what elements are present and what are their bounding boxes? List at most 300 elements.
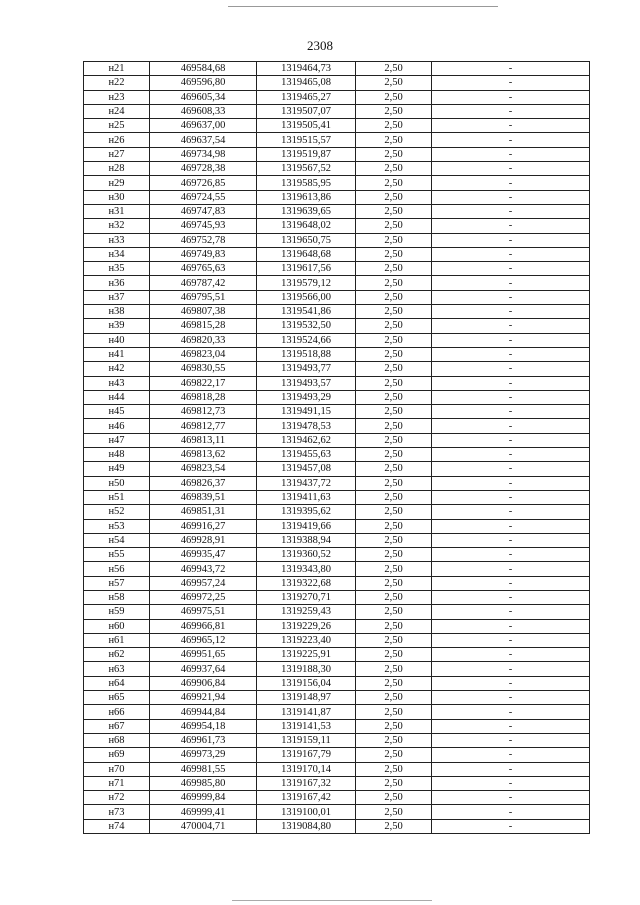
table-row <box>84 562 590 576</box>
x-coordinate-cell: 469747,83 <box>150 204 257 218</box>
point-id-cell: н25 <box>84 119 150 133</box>
x-coordinate-cell: 469928,91 <box>150 533 257 547</box>
point-id-cell: н45 <box>84 405 150 419</box>
x-coordinate-cell: 469734,98 <box>150 147 257 161</box>
description-cell: - <box>432 490 590 504</box>
description-cell: - <box>432 319 590 333</box>
table-row <box>84 819 590 833</box>
coordinates-table <box>83 61 590 834</box>
x-coordinate-cell: 469787,42 <box>150 276 257 290</box>
x-coordinate-cell: 469906,84 <box>150 676 257 690</box>
y-coordinate-cell: 1319322,68 <box>257 576 356 590</box>
description-cell: - <box>432 819 590 833</box>
description-cell: - <box>432 762 590 776</box>
point-id-cell: н21 <box>84 62 150 76</box>
y-coordinate-cell: 1319648,02 <box>257 219 356 233</box>
x-coordinate-cell: 469937,64 <box>150 662 257 676</box>
description-cell: - <box>432 419 590 433</box>
point-id-cell: н46 <box>84 419 150 433</box>
accuracy-cell: 2,50 <box>356 419 432 433</box>
point-id-cell: н29 <box>84 176 150 190</box>
point-id-cell: н63 <box>84 662 150 676</box>
point-id-cell: н49 <box>84 462 150 476</box>
table-row <box>84 376 590 390</box>
page-number: 2308 <box>307 38 333 53</box>
y-coordinate-cell: 1319464,73 <box>257 62 356 76</box>
x-coordinate-cell: 469975,51 <box>150 605 257 619</box>
description-cell: - <box>432 633 590 647</box>
description-cell: - <box>432 691 590 705</box>
table-row <box>84 162 590 176</box>
y-coordinate-cell: 1319148,97 <box>257 691 356 705</box>
accuracy-cell: 2,50 <box>356 605 432 619</box>
x-coordinate-cell: 469815,28 <box>150 319 257 333</box>
y-coordinate-cell: 1319465,27 <box>257 90 356 104</box>
point-id-cell: н22 <box>84 76 150 90</box>
y-coordinate-cell: 1319270,71 <box>257 590 356 604</box>
table-row <box>84 805 590 819</box>
accuracy-cell: 2,50 <box>356 748 432 762</box>
description-cell: - <box>432 448 590 462</box>
x-coordinate-cell: 469951,65 <box>150 648 257 662</box>
table-row <box>84 390 590 404</box>
description-cell: - <box>432 462 590 476</box>
y-coordinate-cell: 1319388,94 <box>257 533 356 547</box>
table-row <box>84 533 590 547</box>
table-row <box>84 448 590 462</box>
point-id-cell: н37 <box>84 290 150 304</box>
point-id-cell: н52 <box>84 505 150 519</box>
y-coordinate-cell: 1319229,26 <box>257 619 356 633</box>
description-cell: - <box>432 619 590 633</box>
y-coordinate-cell: 1319515,57 <box>257 133 356 147</box>
scan-bottom-rule <box>232 900 432 901</box>
accuracy-cell: 2,50 <box>356 62 432 76</box>
x-coordinate-cell: 469813,62 <box>150 448 257 462</box>
accuracy-cell: 2,50 <box>356 662 432 676</box>
accuracy-cell: 2,50 <box>356 262 432 276</box>
table-row <box>84 519 590 533</box>
table-row <box>84 505 590 519</box>
point-id-cell: н35 <box>84 262 150 276</box>
point-id-cell: н66 <box>84 705 150 719</box>
x-coordinate-cell: 469608,33 <box>150 104 257 118</box>
accuracy-cell: 2,50 <box>356 104 432 118</box>
description-cell: - <box>432 247 590 261</box>
x-coordinate-cell: 469795,51 <box>150 290 257 304</box>
accuracy-cell: 2,50 <box>356 362 432 376</box>
y-coordinate-cell: 1319585,95 <box>257 176 356 190</box>
x-coordinate-cell: 469935,47 <box>150 548 257 562</box>
x-coordinate-cell: 469724,55 <box>150 190 257 204</box>
point-id-cell: н56 <box>84 562 150 576</box>
accuracy-cell: 2,50 <box>356 76 432 90</box>
description-cell: - <box>432 719 590 733</box>
point-id-cell: н65 <box>84 691 150 705</box>
x-coordinate-cell: 469807,38 <box>150 305 257 319</box>
x-coordinate-cell: 469823,54 <box>150 462 257 476</box>
accuracy-cell: 2,50 <box>356 590 432 604</box>
y-coordinate-cell: 1319343,80 <box>257 562 356 576</box>
table-row <box>84 219 590 233</box>
accuracy-cell: 2,50 <box>356 691 432 705</box>
x-coordinate-cell: 469584,68 <box>150 62 257 76</box>
accuracy-cell: 2,50 <box>356 562 432 576</box>
y-coordinate-cell: 1319188,30 <box>257 662 356 676</box>
point-id-cell: н73 <box>84 805 150 819</box>
x-coordinate-cell: 469637,00 <box>150 119 257 133</box>
point-id-cell: н51 <box>84 490 150 504</box>
table-row <box>84 691 590 705</box>
table-row <box>84 119 590 133</box>
accuracy-cell: 2,50 <box>356 776 432 790</box>
point-id-cell: н27 <box>84 147 150 161</box>
accuracy-cell: 2,50 <box>356 162 432 176</box>
table-row <box>84 333 590 347</box>
y-coordinate-cell: 1319462,62 <box>257 433 356 447</box>
y-coordinate-cell: 1319648,68 <box>257 247 356 261</box>
table-row <box>84 605 590 619</box>
accuracy-cell: 2,50 <box>356 490 432 504</box>
accuracy-cell: 2,50 <box>356 676 432 690</box>
point-id-cell: н47 <box>84 433 150 447</box>
x-coordinate-cell: 469957,24 <box>150 576 257 590</box>
point-id-cell: н70 <box>84 762 150 776</box>
description-cell: - <box>432 676 590 690</box>
y-coordinate-cell: 1319167,79 <box>257 748 356 762</box>
description-cell: - <box>432 776 590 790</box>
table-row <box>84 305 590 319</box>
y-coordinate-cell: 1319493,77 <box>257 362 356 376</box>
x-coordinate-cell: 469596,80 <box>150 76 257 90</box>
y-coordinate-cell: 1319411,63 <box>257 490 356 504</box>
y-coordinate-cell: 1319617,56 <box>257 262 356 276</box>
description-cell: - <box>432 576 590 590</box>
point-id-cell: н74 <box>84 819 150 833</box>
accuracy-cell: 2,50 <box>356 305 432 319</box>
point-id-cell: н32 <box>84 219 150 233</box>
x-coordinate-cell: 469765,63 <box>150 262 257 276</box>
point-id-cell: н44 <box>84 390 150 404</box>
point-id-cell: н30 <box>84 190 150 204</box>
point-id-cell: н41 <box>84 347 150 361</box>
table-row <box>84 762 590 776</box>
x-coordinate-cell: 469985,80 <box>150 776 257 790</box>
description-cell: - <box>432 190 590 204</box>
description-cell: - <box>432 62 590 76</box>
accuracy-cell: 2,50 <box>356 533 432 547</box>
accuracy-cell: 2,50 <box>356 648 432 662</box>
y-coordinate-cell: 1319084,80 <box>257 819 356 833</box>
accuracy-cell: 2,50 <box>356 119 432 133</box>
table-row <box>84 748 590 762</box>
description-cell: - <box>432 90 590 104</box>
table-row <box>84 490 590 504</box>
x-coordinate-cell: 469826,37 <box>150 476 257 490</box>
y-coordinate-cell: 1319465,08 <box>257 76 356 90</box>
table-row <box>84 633 590 647</box>
description-cell: - <box>432 748 590 762</box>
description-cell: - <box>432 733 590 747</box>
y-coordinate-cell: 1319141,87 <box>257 705 356 719</box>
point-id-cell: н58 <box>84 590 150 604</box>
y-coordinate-cell: 1319505,41 <box>257 119 356 133</box>
table-row <box>84 405 590 419</box>
accuracy-cell: 2,50 <box>356 190 432 204</box>
table-row <box>84 233 590 247</box>
table-row <box>84 462 590 476</box>
description-cell: - <box>432 405 590 419</box>
accuracy-cell: 2,50 <box>356 733 432 747</box>
x-coordinate-cell: 469823,04 <box>150 347 257 361</box>
x-coordinate-cell: 469745,93 <box>150 219 257 233</box>
point-id-cell: н31 <box>84 204 150 218</box>
table-row <box>84 548 590 562</box>
y-coordinate-cell: 1319360,52 <box>257 548 356 562</box>
point-id-cell: н38 <box>84 305 150 319</box>
point-id-cell: н68 <box>84 733 150 747</box>
point-id-cell: н39 <box>84 319 150 333</box>
x-coordinate-cell: 469749,83 <box>150 247 257 261</box>
accuracy-cell: 2,50 <box>356 719 432 733</box>
x-coordinate-cell: 469851,31 <box>150 505 257 519</box>
table-row <box>84 76 590 90</box>
y-coordinate-cell: 1319650,75 <box>257 233 356 247</box>
point-id-cell: н53 <box>84 519 150 533</box>
accuracy-cell: 2,50 <box>356 90 432 104</box>
table-row <box>84 648 590 662</box>
table-row <box>84 576 590 590</box>
x-coordinate-cell: 469822,17 <box>150 376 257 390</box>
description-cell: - <box>432 791 590 805</box>
description-cell: - <box>432 533 590 547</box>
x-coordinate-cell: 469820,33 <box>150 333 257 347</box>
y-coordinate-cell: 1319223,40 <box>257 633 356 647</box>
y-coordinate-cell: 1319395,62 <box>257 505 356 519</box>
accuracy-cell: 2,50 <box>356 219 432 233</box>
x-coordinate-cell: 469813,11 <box>150 433 257 447</box>
table-row <box>84 290 590 304</box>
description-cell: - <box>432 648 590 662</box>
point-id-cell: н57 <box>84 576 150 590</box>
y-coordinate-cell: 1319532,50 <box>257 319 356 333</box>
description-cell: - <box>432 176 590 190</box>
table-row <box>84 176 590 190</box>
point-id-cell: н64 <box>84 676 150 690</box>
description-cell: - <box>432 662 590 676</box>
accuracy-cell: 2,50 <box>356 633 432 647</box>
x-coordinate-cell: 469839,51 <box>150 490 257 504</box>
point-id-cell: н36 <box>84 276 150 290</box>
y-coordinate-cell: 1319225,91 <box>257 648 356 662</box>
description-cell: - <box>432 276 590 290</box>
x-coordinate-cell: 469726,85 <box>150 176 257 190</box>
accuracy-cell: 2,50 <box>356 433 432 447</box>
accuracy-cell: 2,50 <box>356 762 432 776</box>
accuracy-cell: 2,50 <box>356 576 432 590</box>
table-row <box>84 133 590 147</box>
accuracy-cell: 2,50 <box>356 390 432 404</box>
point-id-cell: н23 <box>84 90 150 104</box>
table-row <box>84 319 590 333</box>
table-row <box>84 362 590 376</box>
table-row <box>84 90 590 104</box>
point-id-cell: н55 <box>84 548 150 562</box>
description-cell: - <box>432 705 590 719</box>
accuracy-cell: 2,50 <box>356 805 432 819</box>
table-row <box>84 104 590 118</box>
accuracy-cell: 2,50 <box>356 204 432 218</box>
table-row <box>84 676 590 690</box>
description-cell: - <box>432 233 590 247</box>
accuracy-cell: 2,50 <box>356 519 432 533</box>
description-cell: - <box>432 133 590 147</box>
y-coordinate-cell: 1319524,66 <box>257 333 356 347</box>
y-coordinate-cell: 1319170,14 <box>257 762 356 776</box>
y-coordinate-cell: 1319141,53 <box>257 719 356 733</box>
accuracy-cell: 2,50 <box>356 247 432 261</box>
point-id-cell: н61 <box>84 633 150 647</box>
x-coordinate-cell: 469999,84 <box>150 791 257 805</box>
accuracy-cell: 2,50 <box>356 448 432 462</box>
description-cell: - <box>432 805 590 819</box>
table-row <box>84 204 590 218</box>
x-coordinate-cell: 469999,41 <box>150 805 257 819</box>
table-row <box>84 590 590 604</box>
accuracy-cell: 2,50 <box>356 233 432 247</box>
point-id-cell: н62 <box>84 648 150 662</box>
accuracy-cell: 2,50 <box>356 705 432 719</box>
description-cell: - <box>432 305 590 319</box>
accuracy-cell: 2,50 <box>356 405 432 419</box>
description-cell: - <box>432 590 590 604</box>
description-cell: - <box>432 76 590 90</box>
point-id-cell: н34 <box>84 247 150 261</box>
description-cell: - <box>432 519 590 533</box>
accuracy-cell: 2,50 <box>356 133 432 147</box>
accuracy-cell: 2,50 <box>356 476 432 490</box>
x-coordinate-cell: 469973,29 <box>150 748 257 762</box>
y-coordinate-cell: 1319518,88 <box>257 347 356 361</box>
description-cell: - <box>432 219 590 233</box>
accuracy-cell: 2,50 <box>356 791 432 805</box>
y-coordinate-cell: 1319457,08 <box>257 462 356 476</box>
description-cell: - <box>432 390 590 404</box>
point-id-cell: н69 <box>84 748 150 762</box>
x-coordinate-cell: 469916,27 <box>150 519 257 533</box>
x-coordinate-cell: 470004,71 <box>150 819 257 833</box>
table-row <box>84 619 590 633</box>
y-coordinate-cell: 1319566,00 <box>257 290 356 304</box>
y-coordinate-cell: 1319259,43 <box>257 605 356 619</box>
point-id-cell: н59 <box>84 605 150 619</box>
x-coordinate-cell: 469972,25 <box>150 590 257 604</box>
y-coordinate-cell: 1319167,42 <box>257 791 356 805</box>
accuracy-cell: 2,50 <box>356 619 432 633</box>
y-coordinate-cell: 1319478,53 <box>257 419 356 433</box>
table-row <box>84 276 590 290</box>
accuracy-cell: 2,50 <box>356 147 432 161</box>
table-row <box>84 705 590 719</box>
x-coordinate-cell: 469752,78 <box>150 233 257 247</box>
accuracy-cell: 2,50 <box>356 347 432 361</box>
point-id-cell: н72 <box>84 791 150 805</box>
x-coordinate-cell: 469830,55 <box>150 362 257 376</box>
y-coordinate-cell: 1319613,86 <box>257 190 356 204</box>
accuracy-cell: 2,50 <box>356 548 432 562</box>
description-cell: - <box>432 347 590 361</box>
scan-top-rule <box>228 6 498 7</box>
point-id-cell: н60 <box>84 619 150 633</box>
y-coordinate-cell: 1319156,04 <box>257 676 356 690</box>
description-cell: - <box>432 333 590 347</box>
y-coordinate-cell: 1319419,66 <box>257 519 356 533</box>
y-coordinate-cell: 1319567,52 <box>257 162 356 176</box>
table-row <box>84 262 590 276</box>
y-coordinate-cell: 1319579,12 <box>257 276 356 290</box>
x-coordinate-cell: 469812,73 <box>150 405 257 419</box>
description-cell: - <box>432 290 590 304</box>
point-id-cell: н50 <box>84 476 150 490</box>
y-coordinate-cell: 1319159,11 <box>257 733 356 747</box>
x-coordinate-cell: 469981,55 <box>150 762 257 776</box>
description-cell: - <box>432 162 590 176</box>
point-id-cell: н54 <box>84 533 150 547</box>
y-coordinate-cell: 1319493,29 <box>257 390 356 404</box>
x-coordinate-cell: 469966,81 <box>150 619 257 633</box>
description-cell: - <box>432 505 590 519</box>
table-row <box>84 347 590 361</box>
point-id-cell: н40 <box>84 333 150 347</box>
y-coordinate-cell: 1319541,86 <box>257 305 356 319</box>
x-coordinate-cell: 469818,28 <box>150 390 257 404</box>
description-cell: - <box>432 204 590 218</box>
description-cell: - <box>432 433 590 447</box>
accuracy-cell: 2,50 <box>356 176 432 190</box>
y-coordinate-cell: 1319437,72 <box>257 476 356 490</box>
point-id-cell: н71 <box>84 776 150 790</box>
x-coordinate-cell: 469728,38 <box>150 162 257 176</box>
y-coordinate-cell: 1319639,65 <box>257 204 356 218</box>
y-coordinate-cell: 1319100,01 <box>257 805 356 819</box>
accuracy-cell: 2,50 <box>356 290 432 304</box>
description-cell: - <box>432 548 590 562</box>
y-coordinate-cell: 1319507,07 <box>257 104 356 118</box>
x-coordinate-cell: 469605,34 <box>150 90 257 104</box>
description-cell: - <box>432 147 590 161</box>
x-coordinate-cell: 469637,54 <box>150 133 257 147</box>
point-id-cell: н24 <box>84 104 150 118</box>
table-row <box>84 147 590 161</box>
accuracy-cell: 2,50 <box>356 462 432 476</box>
point-id-cell: н48 <box>84 448 150 462</box>
x-coordinate-cell: 469921,94 <box>150 691 257 705</box>
table-row <box>84 662 590 676</box>
description-cell: - <box>432 376 590 390</box>
table-row <box>84 791 590 805</box>
x-coordinate-cell: 469961,73 <box>150 733 257 747</box>
point-id-cell: н26 <box>84 133 150 147</box>
y-coordinate-cell: 1319167,32 <box>257 776 356 790</box>
table-row <box>84 419 590 433</box>
y-coordinate-cell: 1319455,63 <box>257 448 356 462</box>
description-cell: - <box>432 362 590 376</box>
x-coordinate-cell: 469954,18 <box>150 719 257 733</box>
accuracy-cell: 2,50 <box>356 319 432 333</box>
table-row <box>84 719 590 733</box>
accuracy-cell: 2,50 <box>356 819 432 833</box>
accuracy-cell: 2,50 <box>356 376 432 390</box>
